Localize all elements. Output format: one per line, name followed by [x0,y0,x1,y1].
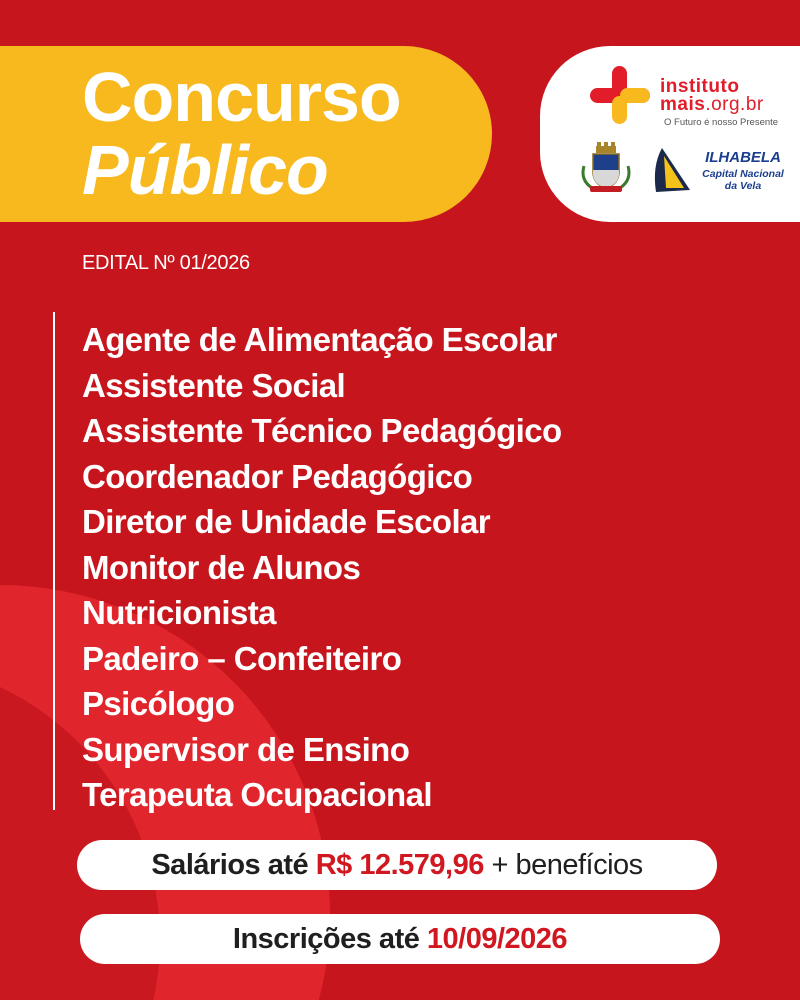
position-item: Monitor de Alunos [82,548,361,586]
salary-prefix: Salários até [151,849,309,881]
registration-prefix: Inscrições até [232,923,420,955]
coat-of-arms-icon [578,140,634,196]
ilhabela-subtitle [700,168,786,192]
list-divider [53,312,55,810]
position-item: Terapeuta Ocupacional [82,776,432,813]
instituto-mais-logo-icon [590,66,650,124]
position-item: Psicólogo [82,685,235,722]
salary-pill [77,840,717,890]
edital-number: EDITAL Nº 01/2026 [82,252,250,274]
position-item: Agente de Alimentação Escolar [82,321,557,358]
registration-date: 10/09/2026 [426,923,568,955]
position-item: Diretor de Unidade Escolar [82,503,491,540]
registration-pill [80,914,720,964]
salary-amount: R$ 12.579,96 [315,849,484,881]
position-item: Assistente Técnico Pedagógico [82,412,562,449]
instituto-mais-line1: instituto [660,76,740,97]
salary-suffix: + benefícios [491,849,643,881]
ilhabela-subtitle-line1: Capital Nacional [702,168,784,180]
position-item: Coordenador Pedagógico [82,457,473,495]
page-title-line1: Concurso [82,58,401,136]
position-item: Supervisor de Ensino [82,730,410,768]
instituto-mais-line2: mais [660,94,706,116]
ilhabela-wordmark: ILHABELA [705,149,781,166]
ilhabela-subtitle-line2: da Vela [724,180,762,193]
position-item: Padeiro – Confeiteiro [82,639,402,677]
instituto-mais-wordmark [660,78,764,114]
page-title-line2: Público [82,131,328,209]
instituto-mais-domain: .org.br [705,94,764,116]
instituto-mais-tagline: O Futuro é nosso Presente [664,117,779,128]
position-item: Nutricionista [82,594,276,631]
position-item: Assistente Social [82,366,346,404]
sailboat-icon [650,146,692,194]
positions-list [82,317,562,818]
